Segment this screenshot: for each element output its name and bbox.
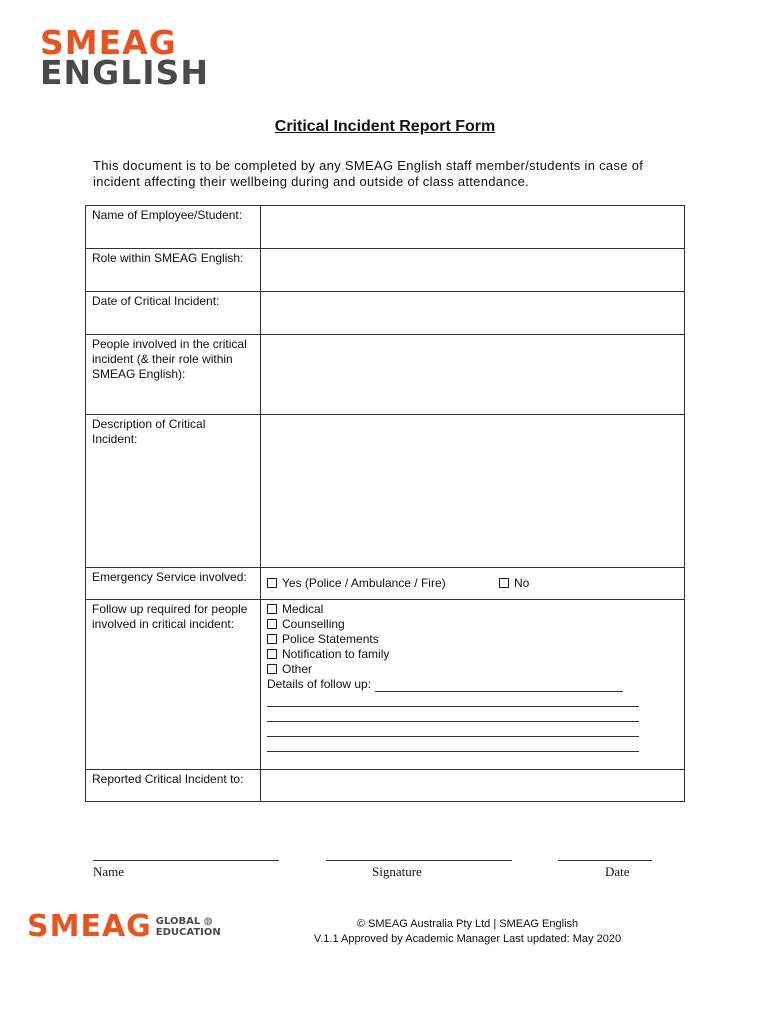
field-label: Description of Critical Incident: — [86, 415, 261, 568]
details-input-line[interactable] — [267, 737, 639, 752]
page-title: Critical Incident Report Form — [274, 118, 496, 135]
logo-education-text: EDUCATION — [155, 927, 221, 938]
footer-text — [270, 917, 665, 947]
police-statements-checkbox[interactable] — [267, 634, 277, 644]
details-label: Details of follow up: — [267, 677, 372, 691]
people-involved-field[interactable] — [261, 335, 685, 415]
description-field[interactable] — [261, 415, 685, 568]
table-row — [86, 206, 685, 249]
table-row — [86, 415, 685, 568]
yes-option-label: Yes (Police / Ambulance / Fire) — [282, 576, 446, 590]
incident-report-table — [85, 205, 685, 802]
date-signature-line[interactable] — [558, 860, 652, 861]
no-checkbox[interactable] — [499, 578, 509, 588]
intro-text: This document is to be completed by any SMEAG English staff member/students in case of incident affecting their wellbeing during and outside of class attendance. — [93, 158, 644, 189]
globe-icon: ◍ — [203, 916, 213, 927]
details-input-line[interactable] — [267, 692, 639, 707]
role-field[interactable] — [261, 249, 685, 292]
logo-line-smeag: SMEAG — [40, 23, 177, 62]
field-label: Reported Critical Incident to: — [86, 770, 261, 802]
table-row — [86, 568, 685, 600]
field-label: Emergency Service involved: — [86, 568, 261, 600]
table-row — [86, 600, 685, 770]
follow-up-option: Medical — [282, 602, 324, 616]
reported-to-field[interactable] — [261, 770, 685, 802]
follow-up-cell — [261, 600, 685, 770]
details-input-line[interactable] — [375, 679, 623, 692]
logo-line-english: ENGLISH — [40, 53, 209, 92]
follow-up-option: Counselling — [282, 617, 345, 631]
field-label: Date of Critical Incident: — [86, 292, 261, 335]
incident-date-field[interactable] — [261, 292, 685, 335]
logo-global-text: GLOBAL — [155, 916, 201, 927]
table-row — [86, 292, 685, 335]
counselling-checkbox[interactable] — [267, 619, 277, 629]
smeag-global-education-logo — [27, 909, 221, 944]
date-label: Date — [605, 864, 630, 879]
copyright-text: © SMEAG Australia Pty Ltd | SMEAG English — [356, 918, 579, 930]
medical-checkbox[interactable] — [267, 604, 277, 614]
field-label: Follow up required for people involved in critical incident: — [86, 600, 261, 770]
details-input-line[interactable] — [267, 707, 639, 722]
name-label: Name — [93, 864, 125, 879]
other-checkbox[interactable] — [267, 664, 277, 674]
notification-checkbox[interactable] — [267, 649, 277, 659]
table-row — [86, 249, 685, 292]
signature-line[interactable] — [326, 860, 512, 861]
version-text: V.1.1 Approved by Academic Manager Last updated: May 2020 — [313, 933, 622, 945]
smeag-english-logo — [40, 23, 209, 92]
follow-up-option: Notification to family — [282, 647, 390, 661]
no-option-label: No — [514, 576, 530, 590]
field-label: Role within SMEAG English: — [86, 249, 261, 292]
table-row — [86, 335, 685, 415]
field-label: People involved in the critical incident (& their role within SMEAG English): — [86, 335, 261, 415]
details-input-line[interactable] — [267, 722, 639, 737]
emergency-service-cell — [261, 568, 685, 600]
follow-up-option: Police Statements — [282, 632, 379, 646]
logo-smeag-text: SMEAG — [27, 909, 152, 944]
signature-label: Signature — [372, 864, 422, 879]
yes-checkbox[interactable] — [267, 578, 277, 588]
follow-up-option: Other — [282, 662, 313, 676]
table-row — [86, 770, 685, 802]
name-signature-line[interactable] — [93, 860, 279, 861]
field-label: Name of Employee/Student: — [86, 206, 261, 249]
employee-name-field[interactable] — [261, 206, 685, 249]
